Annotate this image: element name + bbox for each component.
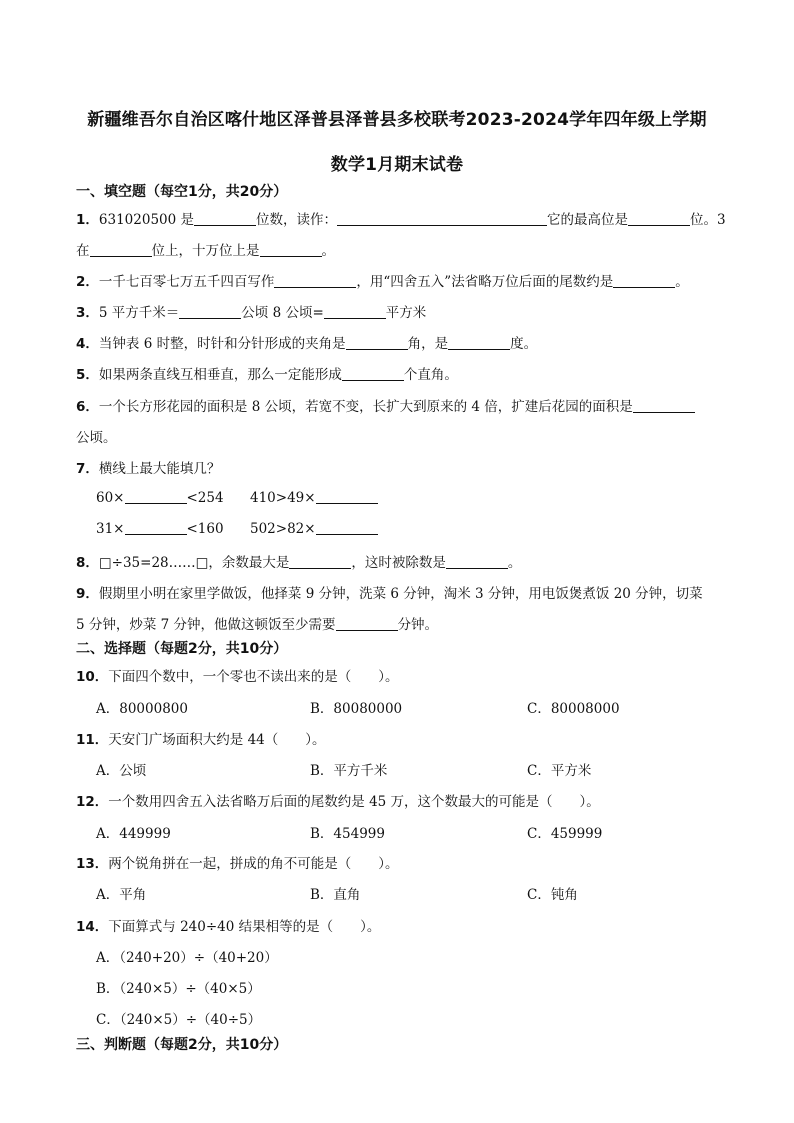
question-text: 下面算式与 240÷40 结果相等的是（ ）。 [108, 919, 381, 935]
answer-blank[interactable] [633, 398, 695, 413]
answer-blank[interactable] [125, 489, 187, 504]
question-2 [76, 270, 742, 290]
question-6-line2 [76, 426, 742, 446]
option-a[interactable]: A．平角 [96, 887, 147, 903]
question-number: 6． [76, 399, 99, 415]
question-number: 7． [76, 461, 99, 477]
question-14 [76, 915, 742, 935]
question-9-line2 [76, 613, 742, 633]
question-text: 位上，十万位上是 [151, 243, 260, 259]
question-text: 5 分钟，炒菜 7 分钟，他做这顿饭至少需要 [76, 617, 336, 633]
option-b[interactable]: B．平方千米 [310, 763, 388, 779]
answer-blank[interactable] [125, 520, 187, 535]
question-7-item-3 [96, 520, 224, 537]
question-text: □÷35=28……□，余数最大是 [98, 555, 290, 571]
answer-blank[interactable] [316, 520, 378, 535]
question-number: 5． [76, 367, 99, 383]
answer-blank[interactable] [628, 211, 690, 226]
exam-title-line2: 数学1月期末试卷 [330, 155, 464, 175]
answer-blank[interactable] [194, 211, 256, 226]
answer-blank[interactable] [342, 366, 404, 381]
question-6-line1 [76, 395, 742, 415]
question-number: 13． [76, 856, 109, 872]
question-text: 下面四个数中，一个零也不读出来的是（ ）。 [108, 669, 399, 685]
question-7 [76, 457, 742, 477]
question-text: 一个数用四舍五入法省略万后面的尾数约是 45 万，这个数最大的可能是（ ）。 [108, 794, 600, 810]
question-text: 。 [507, 555, 522, 571]
item-text: <160 [186, 521, 224, 537]
answer-blank[interactable] [324, 304, 386, 319]
question-number: 3． [76, 305, 99, 321]
question-text: 平方米 [385, 305, 427, 321]
section-choice-heading: 二、选择题（每题2分，共10分） [76, 641, 288, 657]
item-text: 31× [96, 521, 125, 537]
question-text: 横线上最大能填几？ [98, 461, 221, 477]
item-text: 60× [96, 490, 125, 506]
option-c[interactable]: C．钝角 [527, 887, 578, 903]
question-text: 5 平方千米＝ [98, 305, 180, 321]
option-a[interactable]: A．80000800 [96, 701, 188, 717]
question-7-item-1 [96, 489, 224, 506]
answer-blank[interactable] [448, 335, 510, 350]
question-text: 。 [675, 274, 689, 290]
question-text: 两个锐角拼在一起，拼成的角不可能是（ ）。 [108, 856, 399, 872]
question-number: 1． [76, 212, 99, 228]
answer-blank[interactable] [346, 335, 408, 350]
question-number: 14． [76, 919, 109, 935]
question-11 [76, 728, 742, 748]
question-text: 假期里小明在家里学做饭，他择菜 9 分钟，洗菜 6 分钟，淘米 3 分钟，用电饭煲煮饭 20 分钟，切菜 [98, 586, 703, 602]
question-text: 631020500 是 [98, 212, 194, 228]
question-text: 天安门广场面积大约是 44（ ）。 [108, 732, 326, 748]
question-13 [76, 852, 742, 872]
answer-blank[interactable] [179, 304, 241, 319]
item-text: 410>49× [250, 490, 316, 506]
question-text: 如果两条直线互相垂直，那么一定能形成 [98, 367, 342, 383]
answer-blank[interactable] [337, 211, 547, 226]
question-5 [76, 363, 742, 383]
answer-blank[interactable] [260, 242, 322, 257]
question-number: 4． [76, 336, 99, 352]
option-c[interactable]: C．80008000 [527, 701, 620, 717]
option-b[interactable]: B．454999 [310, 826, 385, 842]
option-c[interactable]: C．459999 [527, 826, 603, 842]
question-text: 一千七百零七万五千四百写作 [98, 274, 275, 290]
question-number: 12． [76, 794, 109, 810]
question-number: 2． [76, 274, 99, 290]
question-text: 公顷。 [76, 430, 117, 446]
question-7-item-4 [250, 520, 378, 537]
question-7-item-2 [250, 489, 378, 506]
option-b[interactable]: B．直角 [310, 887, 361, 903]
question-text: 它的最高位是 [547, 212, 628, 228]
answer-blank[interactable] [274, 273, 356, 288]
question-3 [76, 301, 742, 321]
question-12 [76, 790, 742, 810]
question-8 [76, 551, 742, 571]
option-a[interactable]: A．449999 [96, 826, 171, 842]
option-c[interactable]: C．（240×5）÷（40÷5） [96, 1012, 262, 1028]
question-text: 度。 [510, 336, 538, 352]
question-number: 9． [76, 586, 99, 602]
option-a[interactable]: A．公顷 [96, 763, 147, 779]
section-true-false-heading: 三、判断题（每题2分，共10分） [76, 1037, 288, 1053]
option-b[interactable]: B．80080000 [310, 701, 403, 717]
answer-blank[interactable] [316, 489, 378, 504]
exam-title-line1: 新疆维吾尔自治区喀什地区泽普县泽普县多校联考2023-2024学年四年级上学期 [87, 110, 707, 130]
answer-blank[interactable] [336, 616, 398, 631]
question-number: 8． [76, 555, 99, 571]
question-text: 角，是 [407, 336, 449, 352]
option-b[interactable]: B．（240×5）÷（40×5） [96, 981, 261, 997]
answer-blank[interactable] [446, 554, 508, 569]
question-text: 一个长方形花园的面积是 8 公顷，若宽不变，长扩大到原来的 4 倍，扩建后花园的面积是 [98, 399, 633, 415]
option-a[interactable]: A．（240+20）÷（40+20） [96, 950, 278, 966]
question-4 [76, 332, 742, 352]
question-text: 个直角。 [403, 367, 458, 383]
question-text: 分钟。 [397, 617, 439, 633]
question-number: 11． [76, 732, 109, 748]
answer-blank[interactable] [90, 242, 152, 257]
question-text: 位。3 [690, 212, 726, 228]
question-text: ，用“四舍五入”法省略万位后面的尾数约是 [356, 274, 614, 290]
question-9-line1 [76, 582, 742, 602]
question-10 [76, 665, 742, 685]
question-text: 。 [321, 243, 335, 259]
section-fill-in-heading: 一、填空题（每空1分，共20分） [76, 184, 288, 200]
option-c[interactable]: C．平方米 [527, 763, 592, 779]
question-text: ，这时被除数是 [351, 555, 446, 571]
item-text: <254 [186, 490, 224, 506]
question-number: 10． [76, 669, 109, 685]
question-text: 位数，读作： [256, 212, 337, 228]
question-text: 公顷 8 公顷= [241, 305, 324, 321]
question-text: 在 [76, 243, 90, 259]
answer-blank[interactable] [289, 554, 351, 569]
question-1-line2 [76, 239, 742, 259]
item-text: 502>82× [250, 521, 316, 537]
question-1-line1 [76, 208, 742, 228]
question-text: 当钟表 6 时整，时针和分针形成的夹角是 [98, 336, 346, 352]
answer-blank[interactable] [613, 273, 675, 288]
